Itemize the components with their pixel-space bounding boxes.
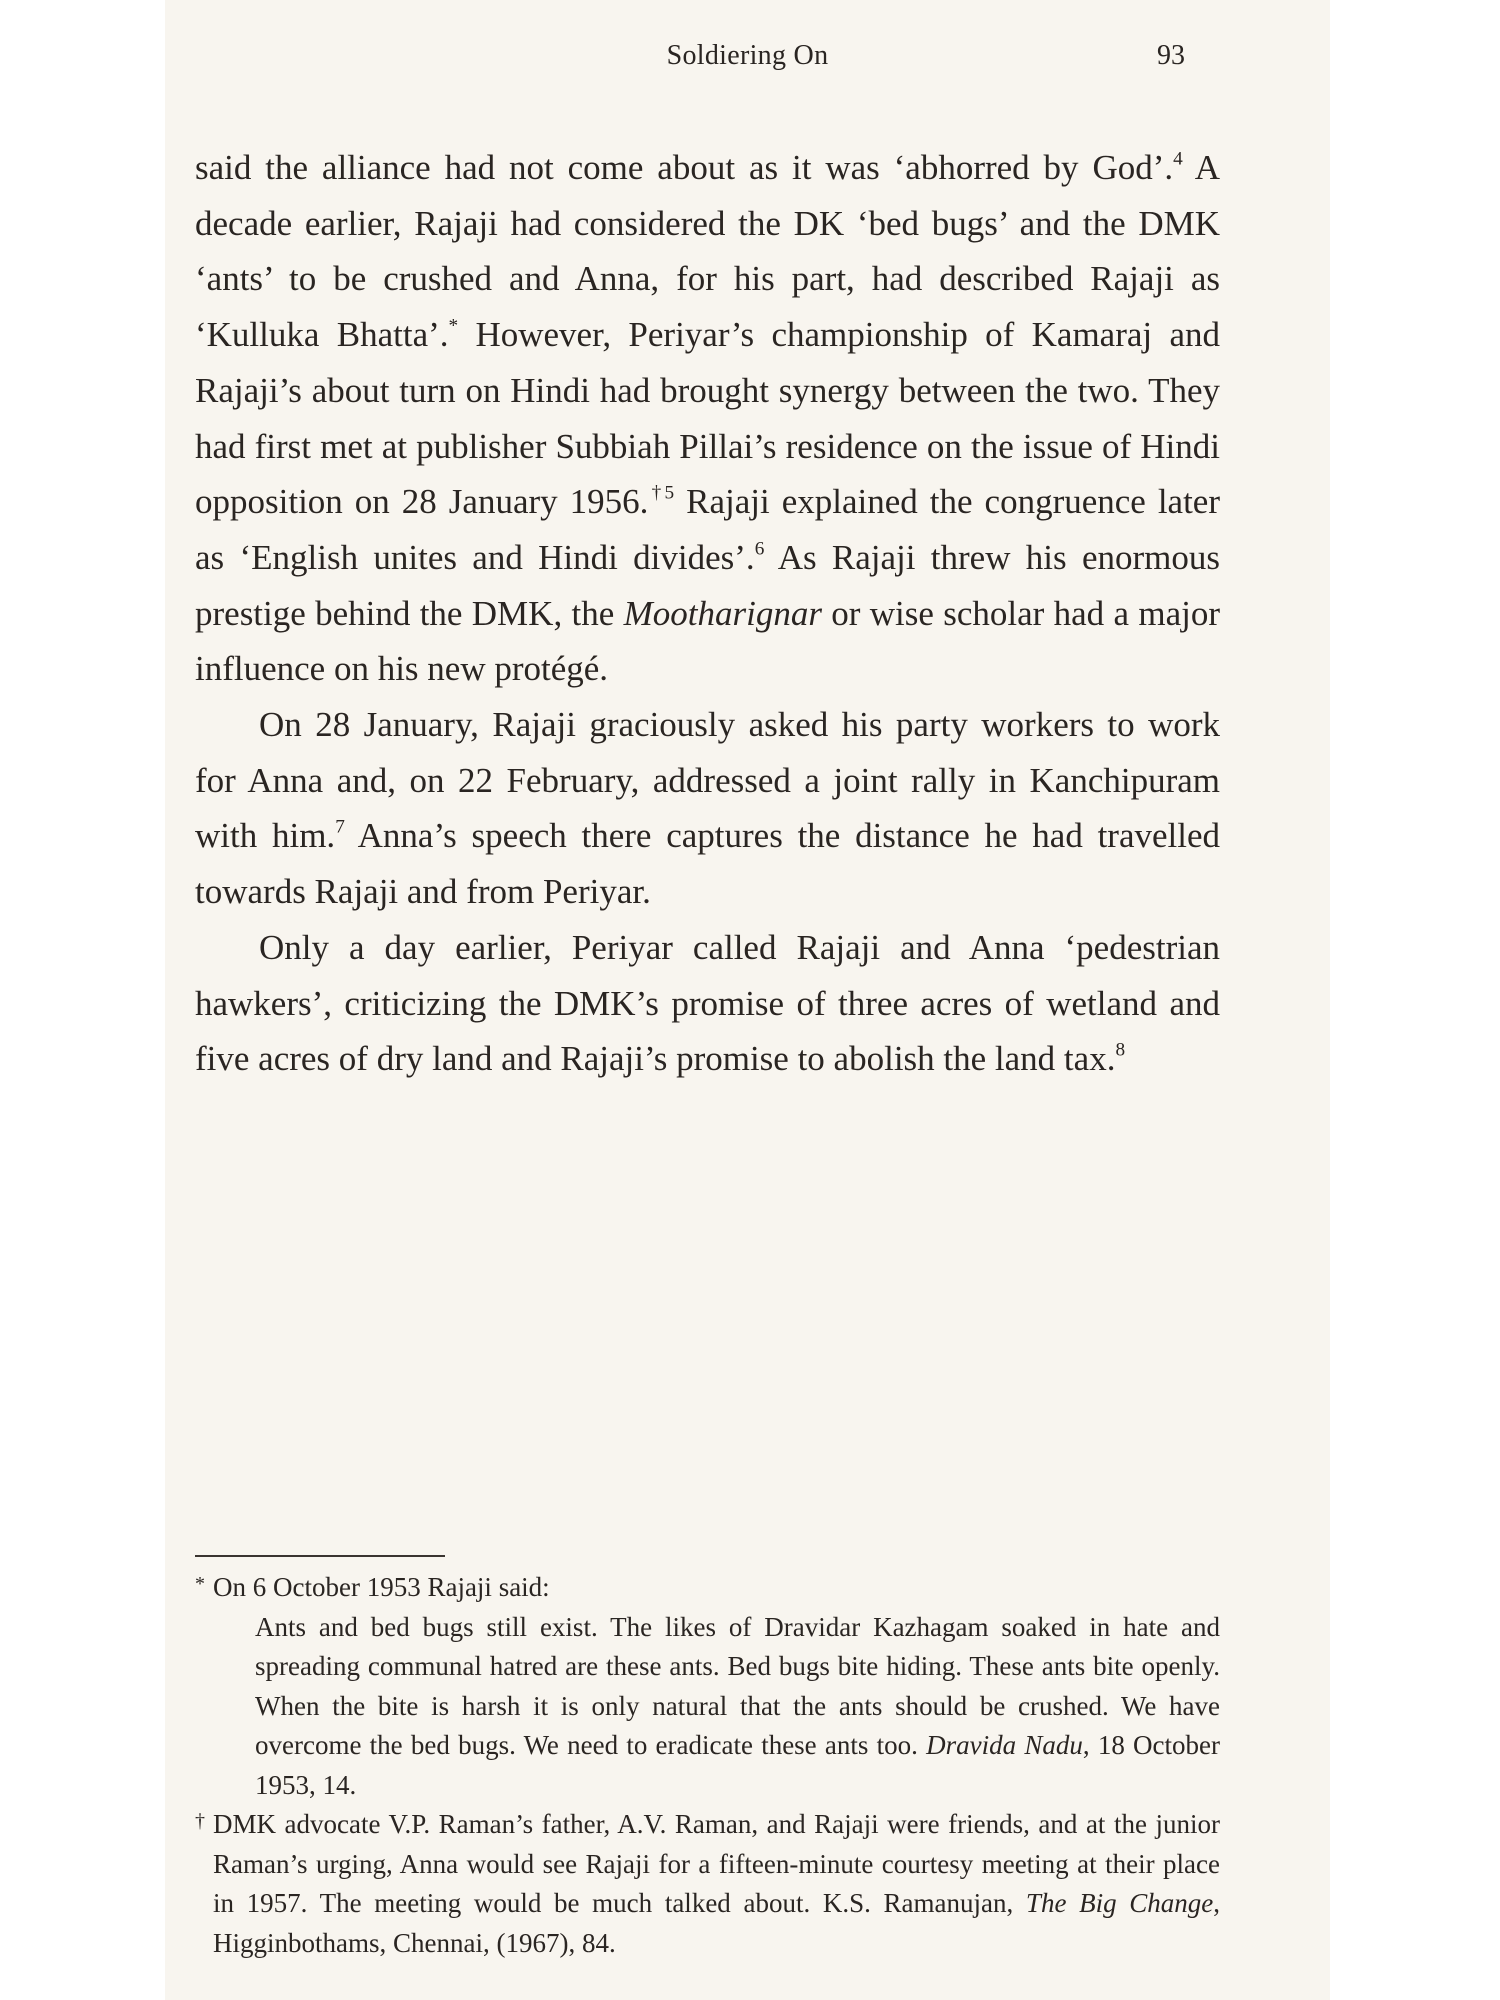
paragraph-1 bbox=[195, 140, 1220, 697]
footnote-dagger: † DMK advocate V.P. Raman’s father, A.V. Raman, and Rajaji were friends, and at the junior Raman’s urging, Anna would see Rajaji for a fifteen-minute courtesy meeting at their place in 1957. The meeting would be much talked about. K.S. Ramanujan, The Big Change, Higginbothams, Chennai, (1967), 84. bbox=[195, 1809, 1220, 1958]
text-segment: However, Periyar’s championship of Kamaraj and Rajaji’s about turn on Hindi had brought synergy between the two. They had first met at publisher Subbiah Pillai’s residence on the issue of Hindi opposition on 28 January 1956. bbox=[195, 315, 1220, 522]
text-segment: or wise scholar had a major influence on his new protégé. bbox=[195, 593, 1220, 689]
text-segment: A decade earlier, Rajaji had considered the DK ‘bed bugs’ and the DMK ‘ants’ to be crushed and Anna, for his part, had described Rajaji as ‘Kulluka Bhatta’. bbox=[195, 148, 1220, 355]
source-details: , 18 October 1953, 14. bbox=[255, 1730, 1221, 1800]
book-title: The Big Change bbox=[1025, 1888, 1214, 1918]
text-segment: As Rajaji threw his enormous prestige behind the DMK, the bbox=[195, 537, 1220, 633]
text-segment: Anna’s speech there captures the distance he had travelled towards Rajaji and from Periyar. bbox=[195, 816, 1220, 912]
body-text bbox=[195, 140, 1220, 1087]
text-segment: Rajaji explained the congruence later as ‘English unites and Hindi divides’. bbox=[195, 482, 1220, 577]
footnotes bbox=[195, 1568, 1220, 1963]
footnote-text: , Higginbothams, Chennai, (1967), 84. bbox=[213, 1888, 1220, 1958]
note-ref-4: 4 bbox=[1173, 148, 1183, 170]
note-ref-8: 8 bbox=[1115, 1039, 1126, 1061]
footnote-text: On 6 October 1953 Rajaji said: bbox=[213, 1572, 550, 1602]
footnote-asterisk-intro: * On 6 October 1953 Rajaji said: bbox=[195, 1572, 550, 1602]
footnote-ref-asterisk: * bbox=[448, 315, 459, 337]
chapter-title: Soldiering On bbox=[666, 40, 829, 71]
quote-text: Ants and bed bugs still exist. The likes of Dravidar Kazhagam soaked in hate and spreading communal hatred are these ants. Bed bugs bite hiding. These ants bite openly. When the bite is harsh it is only natural that the ants should be crushed. We have overcome the bed bugs. We need to eradicate these ants too. bbox=[255, 1611, 1220, 1760]
source-title: Dravida Nadu bbox=[926, 1730, 1083, 1760]
footnote-divider bbox=[195, 1555, 445, 1557]
running-header bbox=[165, 36, 1330, 76]
text-segment: said the alliance had not come about as it was ‘abhorred by God’. bbox=[195, 148, 1174, 187]
paragraph-3 bbox=[195, 920, 1220, 1087]
footnote-block-quote bbox=[195, 1608, 1220, 1806]
page-number: 93 bbox=[1157, 40, 1185, 71]
footnote-text: DMK advocate V.P. Raman’s father, A.V. Raman, and Rajaji were friends, and at the junior Raman’s urging, Anna would see Rajaji for a fifteen-minute courtesy meeting at their place in 1957. The meeting would be much talked about. K.S. Ramanujan, bbox=[213, 1809, 1220, 1918]
italic-term: Mootharignar bbox=[623, 593, 822, 633]
note-ref-6: 6 bbox=[754, 538, 765, 560]
text-segment: On 28 January, Rajaji graciously asked his party workers to work for Anna and, on 22 February, addressed a joint rally in Kanchipuram with him. bbox=[195, 705, 1220, 856]
paragraph-2 bbox=[195, 697, 1220, 920]
note-ref-7: 7 bbox=[335, 817, 345, 838]
note-ref-dagger-5: †5 bbox=[648, 482, 675, 504]
book-page bbox=[165, 0, 1330, 2000]
text-segment: Only a day earlier, Periyar called Rajaji and Anna ‘pedestrian hawkers’, criticizing the DMK’s promise of three acres of wetland and five acres of dry land and Rajaji’s promise to abolish the land tax. bbox=[195, 927, 1220, 1079]
